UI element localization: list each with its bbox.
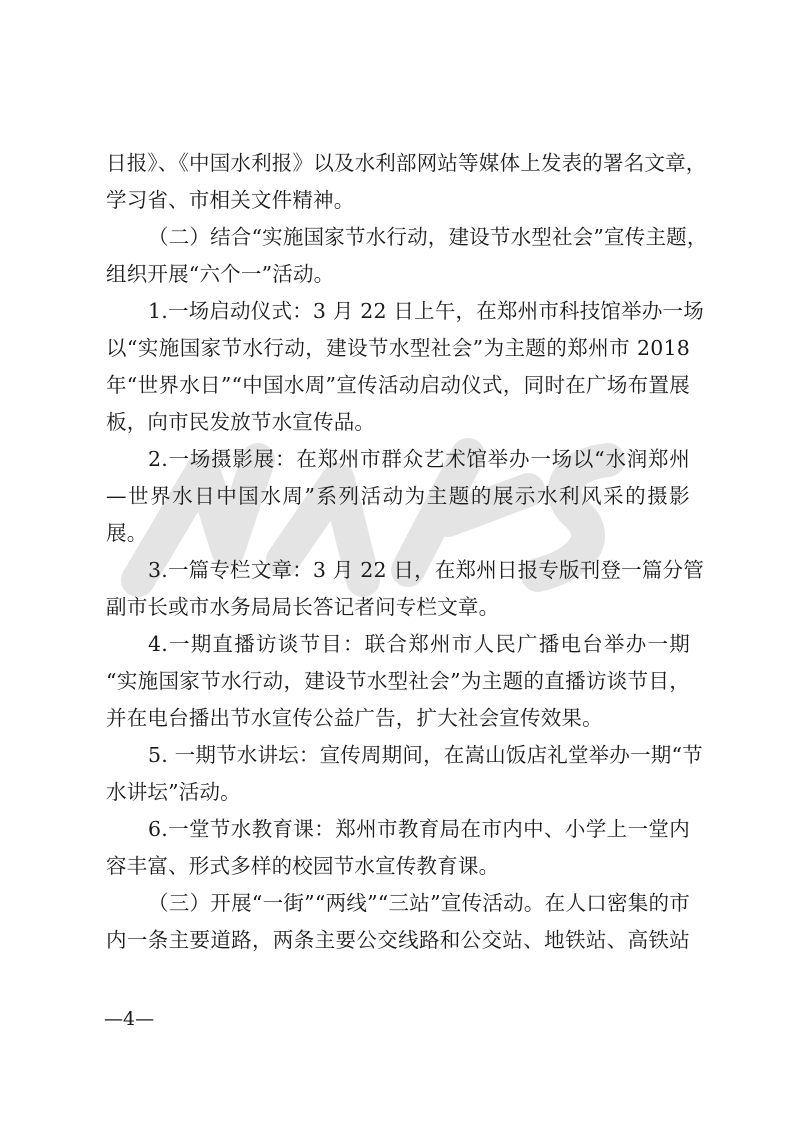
text-line: 并在电台播出节水宣传公益广告，扩大社会宣传效果。 [106, 706, 603, 730]
item-2-heading: 2.一场摄影展：在郑州市群众艺术馆举办一场以“水润郑州 [148, 447, 690, 471]
section-heading-3: （三）开展“一街”“两线”“三站”宣传活动。在人口密集的市 [148, 891, 690, 915]
text-line: 组织开展“六个一”活动。 [106, 262, 335, 286]
text-line: 以“实施国家节水行动，建设节水型社会”为主题的郑州市 2018 [106, 336, 690, 360]
text-line: 水讲坛”活动。 [106, 780, 241, 804]
item-6-heading: 6.一堂节水教育课：郑州市教育局在市内中、小学上一堂内 [148, 817, 690, 841]
text-line: 副市长或市水务局局长答记者问专栏文章。 [106, 595, 500, 619]
text-line: 内一条主要道路，两条主要公交线路和公交站、地铁站、高铁站 [106, 928, 690, 952]
item-3-heading: 3.一篇专栏文章：3 月 22 日，在郑州日报专版刊登一篇分管 [148, 558, 704, 582]
text-line: “实施国家节水行动，建设节水型社会”为主题的直播访谈节目， [106, 669, 690, 693]
text-line: 板，向市民发放节水宣传品。 [106, 410, 376, 434]
text-line: 容丰富、形式多样的校园节水宣传教育课。 [106, 854, 500, 878]
item-1-heading: 1.一场启动仪式：3 月 22 日上午，在郑州市科技馆举办一场 [148, 299, 704, 323]
section-heading-2: （二）结合“实施国家节水行动，建设节水型社会”宣传主题， [148, 225, 708, 249]
text-line: —世界水日中国水周”系列活动为主题的展示水利风采的摄影 [106, 484, 690, 508]
text-line: 年“世界水日”“中国水周”宣传活动启动仪式，同时在广场布置展 [106, 373, 690, 397]
item-5-heading: 5. 一期节水讲坛：宣传周期间，在嵩山饭店礼堂举办一期“节 [148, 743, 703, 767]
text-line: 学习省、市相关文件精神。 [106, 188, 355, 212]
item-4-heading: 4.一期直播访谈节目：联合郑州市人民广播电台举办一期 [148, 632, 690, 656]
body-text [106, 145, 708, 959]
text-line: 日报》、《中国水利报》以及水利部网站等媒体上发表的署名文章， [106, 151, 707, 175]
text-line: 展。 [106, 521, 148, 545]
page-number: —4— [104, 1008, 155, 1030]
